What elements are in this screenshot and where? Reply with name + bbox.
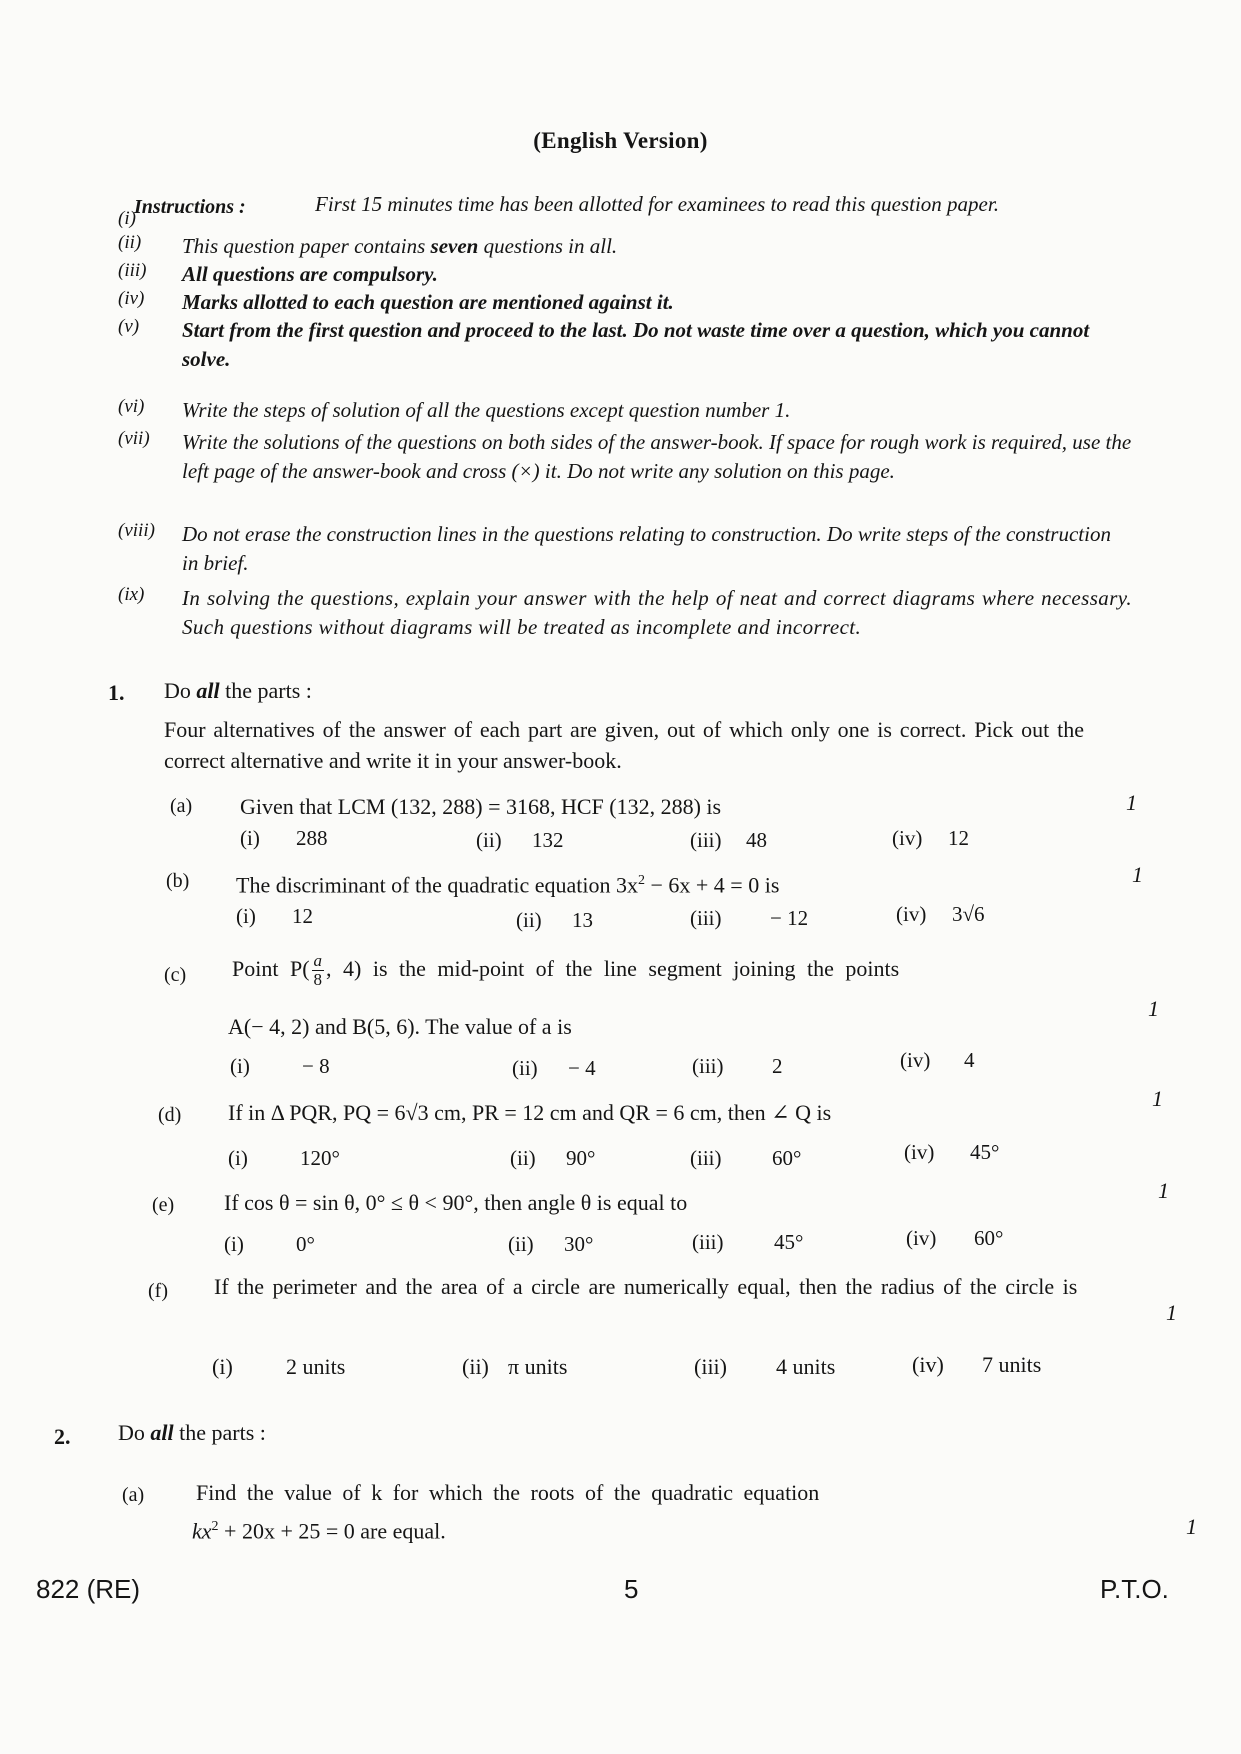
option: (ii) 30° [508,1232,594,1256]
instruction-number: (vi) [118,396,145,417]
part-question: If the perimeter and the area of a circle are numerically equal, then the radius of the circle is [214,1274,1078,1299]
part-question-line2: $kx^2 + 20x + 25 = 0$ are equal. [192,1518,446,1544]
option: (iii) 60° [690,1146,802,1170]
marks: 1 [1126,790,1137,815]
instruction-number: (v) [118,316,140,337]
marks: 1 [1148,996,1159,1021]
option: (iv) 7 units [912,1352,1042,1377]
question-title: Do all the parts : [164,678,312,703]
option: (iv) 45° [904,1140,1000,1164]
part-question-line2: A(− 4, 2) and B(5, 6). The value of a is [228,1014,572,1039]
instruction-number: (i) [118,208,136,229]
part-question: Given that LCM (132, 288) = 3168, HCF (132, 288) is [240,794,722,819]
instructions-title: Instructions : [134,196,246,218]
instruction-text: All questions are compulsory. [182,262,438,286]
part-label: (a) [122,1484,145,1506]
option: (ii) 90° [510,1146,596,1170]
instruction-number: (ix) [118,584,145,605]
instruction-number: (ii) [118,232,142,253]
option: (i) 288 [240,826,328,850]
option: (i) 0° [224,1232,315,1256]
instruction-number: (vii) [118,428,150,449]
instruction-text: Marks allotted to each question are mentioned against it. [182,290,674,314]
option: (iii) 45° [692,1230,804,1254]
part-question: If cos θ = sin θ, 0° ≤ θ < 90°, then angle θ is equal to [224,1190,688,1215]
paper-code: 822 (RE) [36,1574,141,1604]
part-label: (a) [170,795,193,817]
question-title: Do all the parts : [118,1420,266,1445]
question-number: 2. [54,1424,71,1449]
pto-label: P.T.O. [1100,1574,1169,1604]
part-question: The discriminant of the quadratic equation $3x^2 - 6x + 4 = 0$ is [236,872,780,898]
marks: 1 [1132,862,1143,887]
option: (iv) 3√6 [896,902,985,926]
instruction-text: This question paper contains seven questions in all. [182,234,618,258]
instruction-text: Write the solutions of the questions on both sides of the answer-book. If space for rough work is required, use the left page of the answer-book and cross (×) it. Do not write any solution on this page. [182,430,1132,483]
instruction-text: In solving the questions, explain your answer with the help of neat and correct diagrams where necessary. Such questions without diagrams will be treated as incomplete and incorrect. [182,586,1132,639]
option: (ii) 132 [476,828,564,852]
instruction-text: Start from the first question and proceed to the last. Do not waste time over a question, which you cannot solve. [182,318,1090,371]
marks: 1 [1152,1086,1163,1111]
instruction-text: Do not erase the construction lines in the questions relating to construction. Do write steps of the construction in brief. [182,522,1111,575]
option: (i) 12 [236,904,313,928]
page-number: 5 [624,1574,639,1604]
part-question: If in Δ PQR, PQ = 6√3 cm, PR = 12 cm and QR = 6 cm, then ∠ Q is [228,1100,832,1125]
marks: 1 [1166,1300,1177,1325]
instruction-number: (viii) [118,520,155,541]
question-number: 1. [108,680,125,705]
option: (iv) 12 [892,826,969,850]
marks: 1 [1186,1514,1197,1539]
option: (iii) 48 [690,828,767,852]
part-label: (e) [152,1194,175,1216]
marks: 1 [1158,1178,1169,1203]
part-label: (f) [148,1280,168,1302]
fraction: $\frac{a}{8}$ [313,951,323,990]
option: (iv) 60° [906,1226,1004,1250]
option: (iii) − 12 [690,906,809,930]
part-label: (b) [166,870,190,892]
option: (ii) π units [462,1354,568,1379]
instruction-number: (iii) [118,260,147,281]
instruction-text: Write the steps of solution of all the questions except question number 1. [182,398,791,422]
option: (iii) 2 [692,1054,783,1078]
part-label: (d) [158,1104,182,1126]
part-label: (c) [164,964,187,986]
version-heading: (English Version) [533,128,708,153]
part-question: Find the value of k for which the roots of the quadratic equation [196,1480,820,1505]
option: (i) 2 units [212,1354,346,1379]
question-instructions: Four alternatives of the answer of each part are given, out of which only one is correct. Pick out the correct alternative and write it in your answer-book. [164,717,1084,773]
instruction-intro: First 15 minutes time has been allotted for examinees to read this question paper. [315,192,999,216]
option: (iii) 4 units [694,1354,836,1379]
option: (i) − 8 [230,1054,330,1078]
option: (ii) − 4 [512,1056,596,1080]
instruction-number: (iv) [118,288,145,309]
part-question: Point P( $\frac{a}{8}$ , 4) is the mid-point of the line segment joining the points [232,951,900,990]
option: (i) 120° [228,1146,340,1170]
option: (ii) 13 [516,908,593,932]
option: (iv) 4 [900,1048,975,1072]
